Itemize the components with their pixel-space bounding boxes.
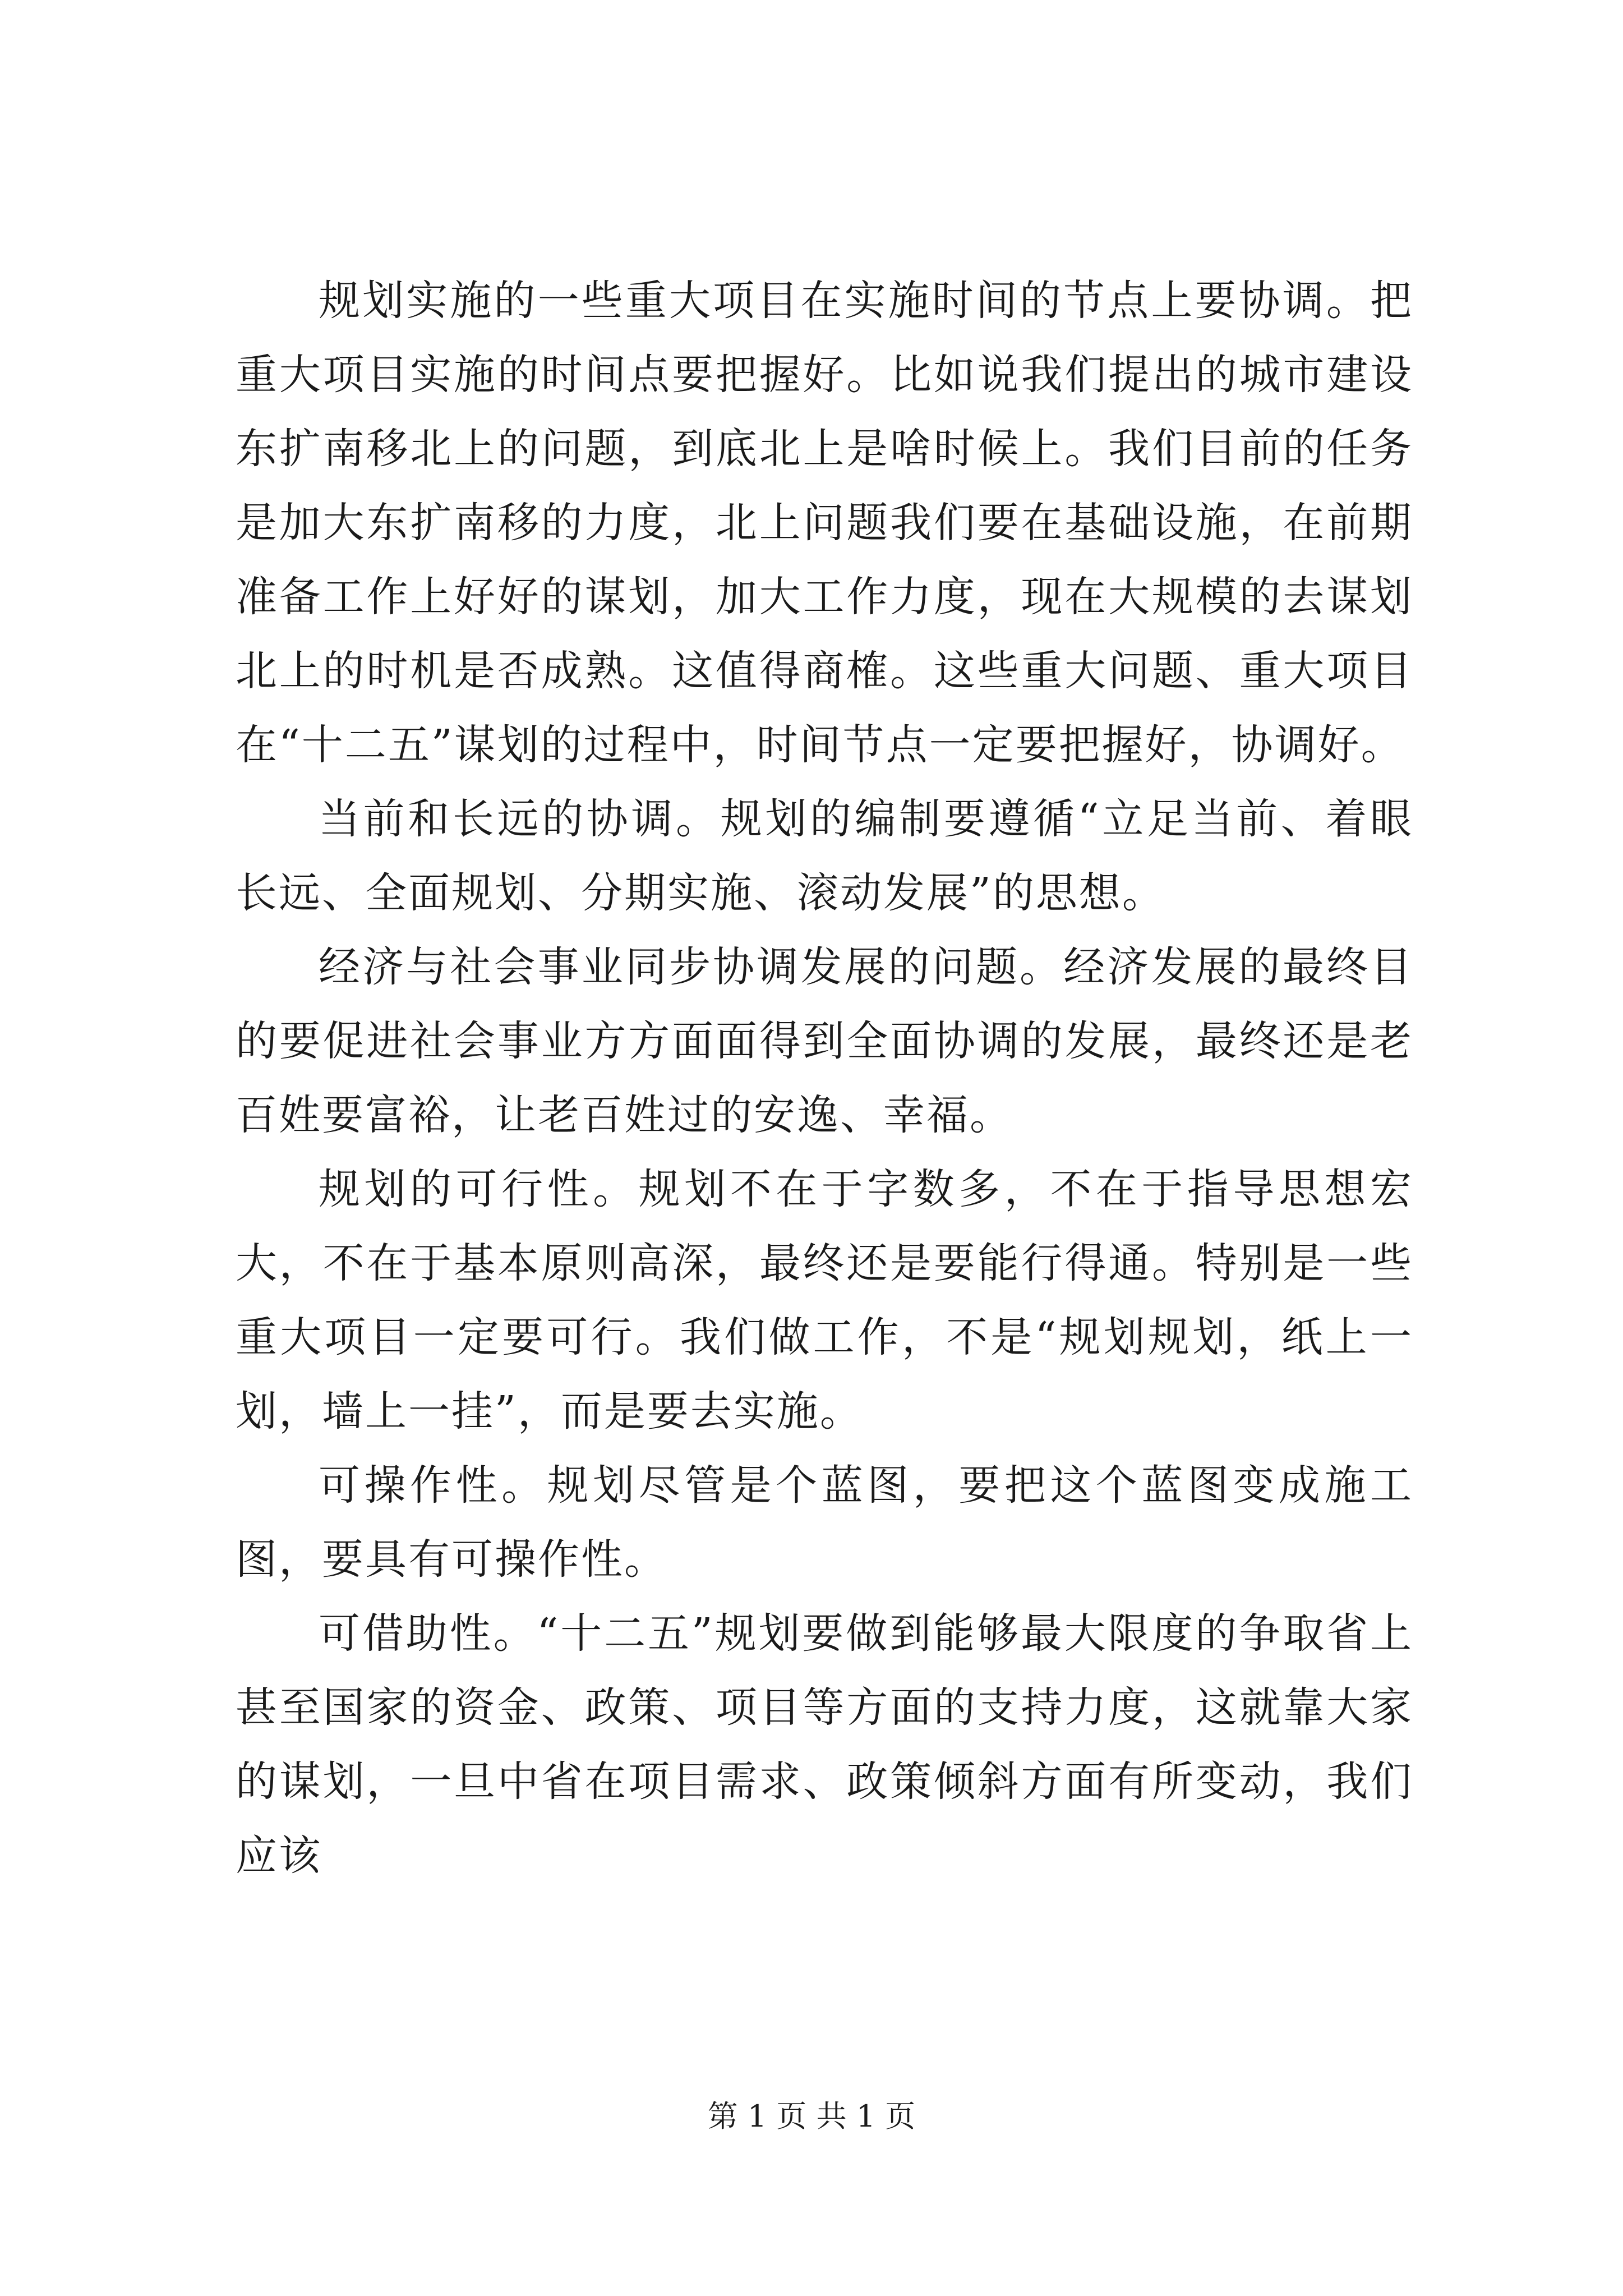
paragraph-3: 经济与社会事业同步协调发展的问题。经济发展的最终目的要促进社会事业方方面面得到全面协调的发展，最终还是老百姓要富裕，让老百姓过的安逸、幸福。 (236, 943, 1413, 1139)
paragraph-4: 规划的可行性。规划不在于字数多，不在于指导思想宏大，不在于基本原则高深，最终还是要能行得通。特别是一些重大项目一定要可行。我们做工作，不是“规划规划，纸上一划，墙上一挂”，而是要去实施。 (236, 1165, 1413, 1435)
document-body (236, 264, 1413, 1893)
page-footer: 第 1 页 共 1 页 (707, 2099, 916, 2134)
paragraph-2: 当前和长远的协调。规划的编制要遵循“立足当前、着眼长远、全面规划、分期实施、滚动发展”的思想。 (236, 795, 1413, 917)
paragraph-6: 可借助性。“十二五”规划要做到能够最大限度的争取省上甚至国家的资金、政策、项目等方面的支持力度，这就靠大家的谋划，一旦中省在项目需求、政策倾斜方面有所变动，我们应该 (236, 1609, 1413, 1880)
paragraph-5: 可操作性。规划尽管是个蓝图，要把这个蓝图变成施工图，要具有可操作性。 (236, 1461, 1413, 1584)
paragraph-1: 规划实施的一些重大项目在实施时间的节点上要协调。把重大项目实施的时间点要把握好。比如说我们提出的城市建设东扩南移北上的问题，到底北上是啥时候上。我们目前的任务是加大东扩南移的力度，北上问题我们要在基础设施，在前期准备工作上好好的谋划，加大工作力度，现在大规模的去谋划北上的时机是否成熟。这值得商榷。这些重大问题、重大项目在“十二五”谋划的过程中，时间节点一定要把握好，协调好。 (236, 277, 1413, 769)
